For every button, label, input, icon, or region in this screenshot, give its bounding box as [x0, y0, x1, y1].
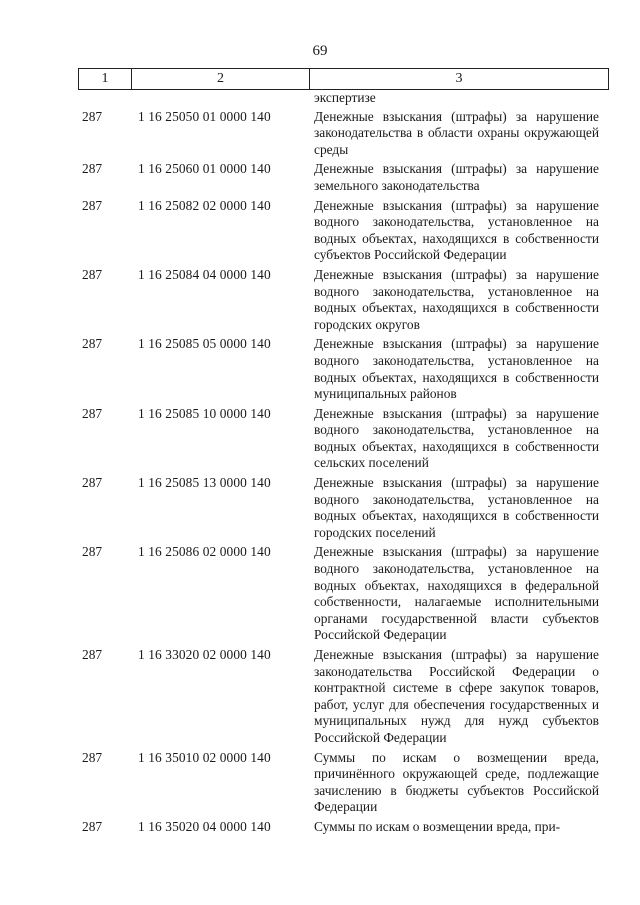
revenue-code: 1 16 25085 13 0000 140 — [138, 475, 271, 491]
revenue-description: Суммы по искам о возмещении вреда, при- — [314, 818, 561, 834]
revenue-description: Денежные взыскания (штрафы) за нарушение водного законодательства, установленное на водных объектах, находящихся в собственности муниципальных районов — [314, 336, 599, 402]
header-col-3: 3 — [455, 71, 463, 86]
table-row — [0, 198, 640, 264]
chief-admin-code: 287 — [82, 647, 103, 662]
table-body — [0, 90, 640, 836]
table-row — [0, 267, 640, 333]
chief-admin-code: 287 — [82, 544, 103, 560]
table-header — [78, 68, 609, 90]
table-row — [0, 336, 640, 402]
continuation-row — [0, 90, 640, 107]
revenue-code: 1 16 25084 04 0000 140 — [138, 266, 271, 282]
chief-admin-code: 287 — [82, 475, 103, 491]
table-row — [0, 750, 640, 816]
revenue-description: Денежные взыскания (штрафы) за нарушение законодательства Российской Федерации о контрактной системе в сфере закупок товаров, работ, услуг для обеспечения государственных и муниципальных нужд для нужд субъектов Российской Федерации — [314, 647, 599, 745]
revenue-description: Денежные взыскания (штрафы) за нарушение водного законодательства, установленное на водных объектах, находящихся в собственности субъектов Российской Федерации — [314, 197, 599, 263]
continuation-text: экспертизе — [314, 90, 376, 105]
chief-admin-code: 287 — [82, 336, 103, 352]
revenue-code: 1 16 25050 01 0000 140 — [138, 108, 271, 124]
revenue-description: Денежные взыскания (штрафы) за нарушение водного законодательства, установленное на водных объектах, находящихся в собственности городских поселений — [314, 475, 599, 540]
table-row — [0, 406, 640, 472]
table-row — [0, 544, 640, 644]
header-col-1: 1 — [79, 69, 132, 89]
revenue-description: Денежные взыскания (штрафы) за нарушение законодательства в области охраны окружающей среды — [314, 108, 599, 157]
chief-admin-code: 287 — [82, 161, 103, 177]
revenue-description: Денежные взыскания (штрафы) за нарушение водного законодательства, установленное на водных объектах, находящихся в федеральной собственности, налагаемые исполнительными органами государственной власти субъектов Российской Федерации — [314, 544, 599, 643]
revenue-description: Денежные взыскания (штрафы) за нарушение земельного законодательства — [314, 161, 599, 193]
revenue-code: 1 16 35020 04 0000 140 — [138, 818, 271, 834]
revenue-code: 1 16 35010 02 0000 140 — [138, 749, 271, 765]
chief-admin-code: 287 — [82, 818, 103, 834]
revenue-code: 1 16 25086 02 0000 140 — [138, 544, 271, 560]
revenue-code: 1 16 25085 05 0000 140 — [138, 336, 271, 352]
revenue-description: Денежные взыскания (штрафы) за нарушение водного законодательства, установленное на водных объектах, находящихся в собственности городских округов — [314, 266, 599, 332]
revenue-description: Суммы по искам о возмещении вреда, причинённого окружающей среде, подлежащие зачислению в бюджеты субъектов Российской Федерации — [314, 749, 599, 815]
chief-admin-code: 287 — [82, 405, 103, 421]
table-row — [0, 819, 640, 836]
revenue-code: 1 16 25085 10 0000 140 — [138, 405, 271, 421]
table-row — [0, 109, 640, 159]
chief-admin-code: 287 — [82, 749, 103, 765]
revenue-code: 1 16 25060 01 0000 140 — [138, 161, 271, 177]
table-row — [0, 475, 640, 541]
chief-admin-code: 287 — [82, 197, 103, 213]
chief-admin-code: 287 — [82, 108, 103, 124]
revenue-code: 1 16 25082 02 0000 140 — [138, 197, 271, 213]
revenue-code: 1 16 33020 02 0000 140 — [138, 647, 271, 662]
page-number: 69 — [312, 43, 328, 59]
chief-admin-code: 287 — [82, 266, 103, 282]
table-row — [0, 161, 640, 194]
header-col-2: 2 — [132, 69, 310, 89]
table-row — [0, 647, 640, 747]
revenue-description: Денежные взыскания (штрафы) за нарушение водного законодательства, установленное на водных объектах, находящихся в собственности сельских поселений — [314, 405, 599, 471]
